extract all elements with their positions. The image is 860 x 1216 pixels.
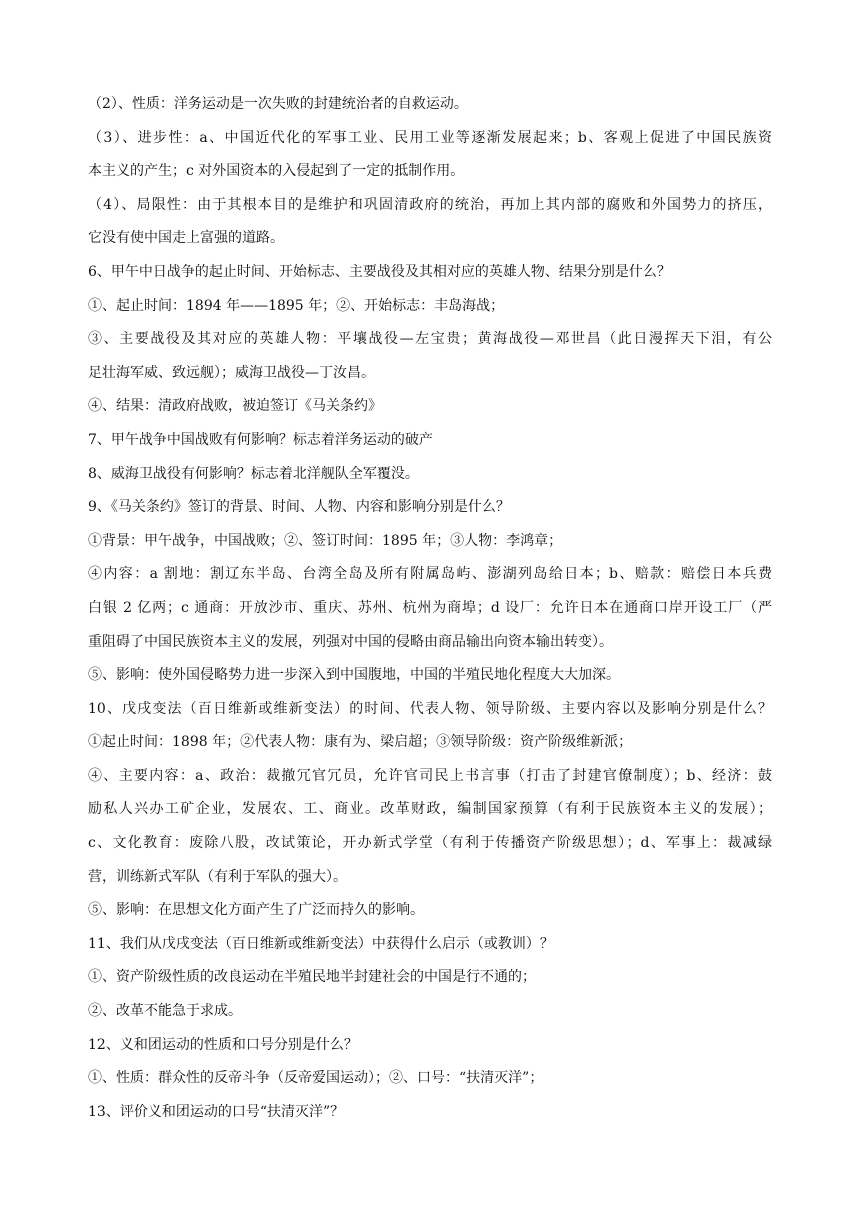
text-line: ③、主要战役及其对应的英雄人物：平壤战役—左宝贵；黄海战役—邓世昌（此日漫挥天下泪，有公: [88, 331, 772, 348]
document-body: [88, 88, 772, 1129]
text-line: 白银 2 亿两；c 通商：开放沙市、重庆、苏州、杭州为商埠；d 设厂：允许日本在通商口岸开设工厂（严: [88, 599, 772, 616]
text-line: （4）、局限性：由于其根本目的是维护和巩固清政府的统治，再加上其内部的腐败和外国势力的挤压，: [88, 196, 772, 213]
text-line: （3）、进步性：a、中国近代化的军事工业、民用工业等逐渐发展起来；b、客观上促进了中国民族资: [88, 129, 772, 146]
text-line: ①背景：甲午战争，中国战败；②、签订时间：1895 年；③人物：李鸿章；: [88, 532, 563, 549]
text-line: 6、甲午中日战争的起止时间、开始标志、主要战役及其相对应的英雄人物、结果分别是什么？: [88, 263, 671, 280]
text-line: ④、结果：清政府战败，被迫签订《马关条约》: [88, 398, 382, 415]
text-line: （2）、性质：洋务运动是一次失败的封建统治者的自救运动。: [88, 96, 468, 112]
text-line: 7、甲午战争中国战败有何影响？标志着洋务运动的破产: [88, 431, 433, 448]
text-line: 10、戊戌变法（百日维新或维新变法）的时间、代表人物、领导阶级、主要内容以及影响分别是什么？: [88, 700, 772, 717]
text-line: 9、《马关条约》签订的背景、时间、人物、内容和影响分别是什么？: [88, 499, 510, 516]
text-line: ①、起止时间：1894 年——1895 年；②、开始标志：丰岛海战；: [88, 297, 505, 314]
text-line: ①、性质：群众性的反帝斗争（反帝爱国运动）；②、口号：“扶清灭洋”；: [88, 1070, 544, 1087]
text-line: ②、改革不能急于求成。: [88, 1003, 242, 1020]
text-line: ④、主要内容：a、政治：裁撤冗官冗员，允许官司民上书言事（打击了封建官僚制度）；b、经济：鼓: [88, 767, 772, 784]
text-line: 营，训练新式军队（有利于军队的强大）。: [88, 868, 347, 885]
text-line: ⑤、影响：使外国侵略势力进一步深入到中国腹地，中国的半殖民地化程度大大加深。: [88, 667, 620, 684]
text-line: 它没有使中国走上富强的道路。: [88, 230, 284, 247]
text-line: 本主义的产生；c 对外国资本的入侵起到了一定的抵制作用。: [88, 163, 465, 180]
text-line: ⑤、影响：在思想文化方面产生了广泛而持久的影响。: [88, 902, 424, 919]
text-line: 励私人兴办工矿企业，发展农、工、商业。改革财政，编制国家预算（有利于民族资本主义的发展）；: [88, 801, 772, 818]
text-line: 13、评价义和团运动的口号“扶清灭洋”？: [88, 1103, 345, 1120]
text-line: ④内容：a 割地：割辽东半岛、台湾全岛及所有附属岛屿、澎湖列岛给日本；b、赔款：赔偿日本兵费: [88, 566, 772, 583]
text-line: 足壮海军威、致远舰）；威海卫战役—丁汝昌。: [88, 364, 375, 381]
text-line: ①、资产阶级性质的改良运动在半殖民地半封建社会的中国是行不通的；: [88, 969, 536, 986]
text-line: 8、威海卫战役有何影响？标志着北洋舰队全军覆没。: [88, 465, 419, 482]
text-line: c、文化教育：废除八股，改试策论，开办新式学堂（有利于传播资产阶级思想）；d、军事上：裁减绿: [88, 835, 772, 852]
text-line: ①起止时间：1898 年；②代表人物：康有为、梁启超；③领导阶级：资产阶级维新派；: [88, 734, 633, 751]
text-line: 11、我们从戊戌变法（百日维新或维新变法）中获得什么启示（或教训）？: [88, 935, 554, 952]
text-line: 重阻碍了中国民族资本主义的发展，列强对中国的侵略由商品输出向资本输出转变）。: [88, 633, 613, 650]
text-line: 12、义和团运动的性质和口号分别是什么？: [88, 1036, 358, 1053]
